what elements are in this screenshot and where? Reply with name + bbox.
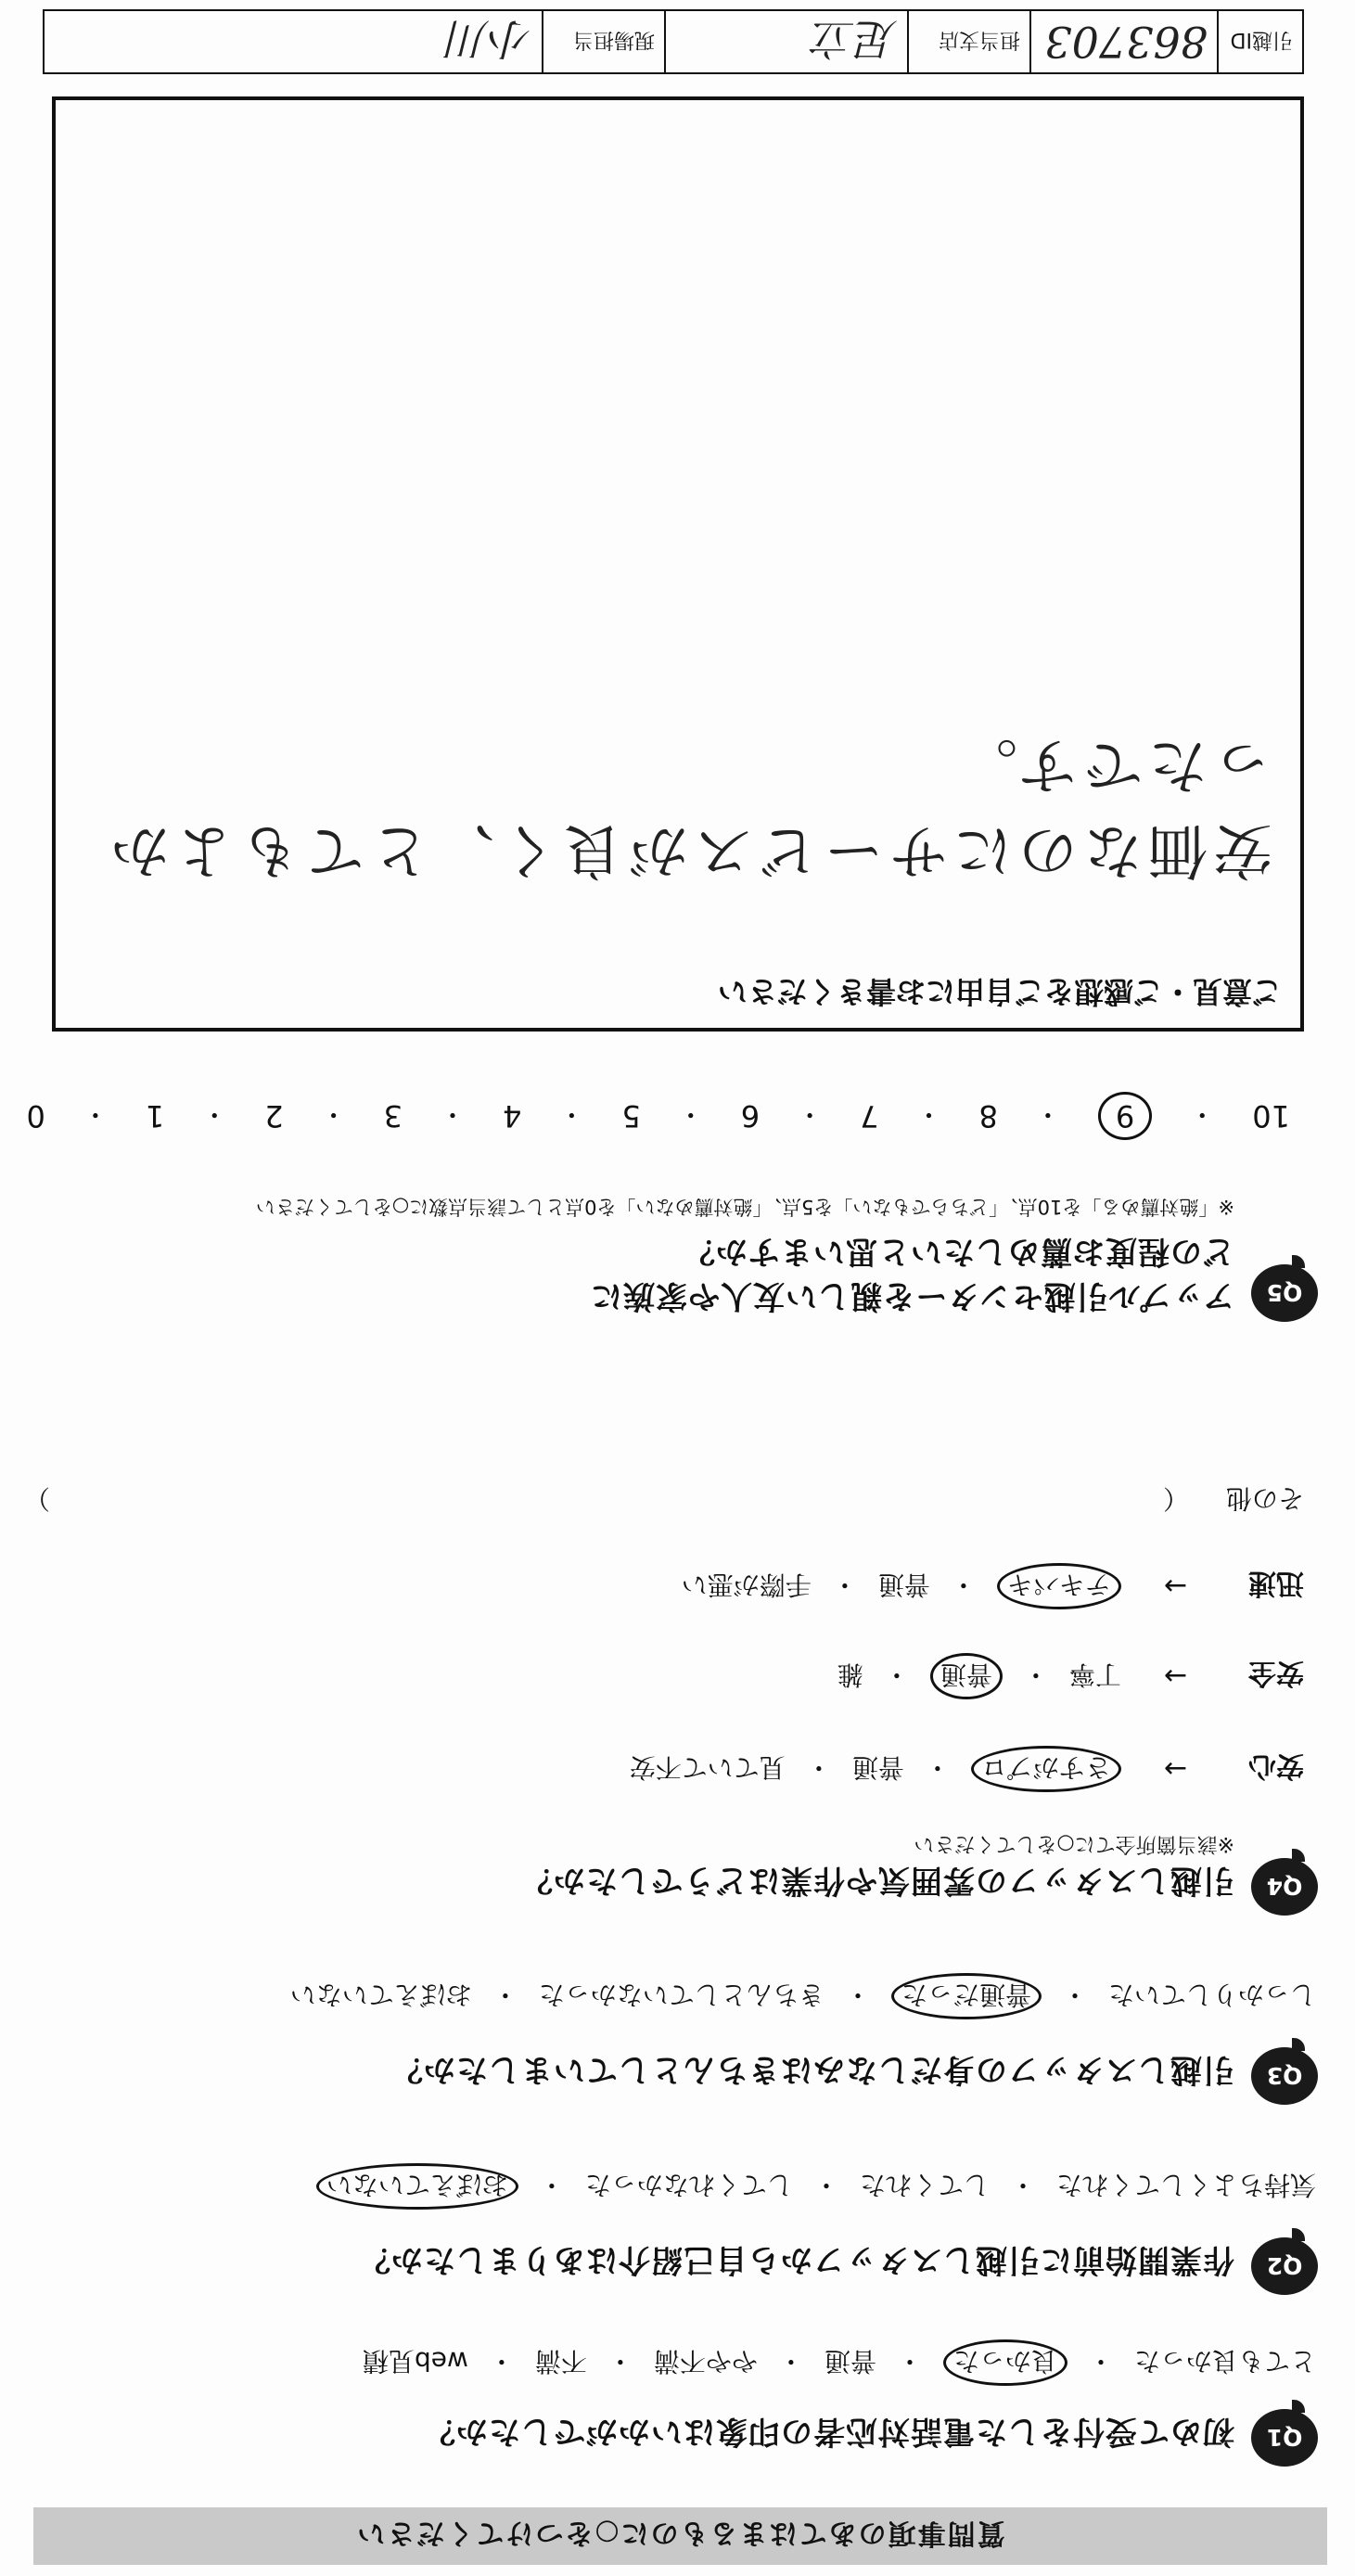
scale-6[interactable]: 6 [740, 1098, 761, 1134]
q4-note: ※該当箇所全てに○をしてください [914, 1832, 1234, 1855]
scale-2[interactable]: 2 [264, 1098, 284, 1134]
q3-question: 引越しスタッフの身だしなみはきちんとしていましたか？ [390, 2051, 1234, 2088]
q2-option-did-not[interactable]: してくれなかった [584, 2170, 793, 2200]
q4-option[interactable]: テキパキ [997, 1563, 1121, 1609]
q4-other-paren-open: （ [1162, 1483, 1189, 1514]
q3-option-dont-remember[interactable]: おぼえていない [289, 1980, 472, 2010]
scale-4[interactable]: 4 [503, 1098, 522, 1134]
branch-label-cell [907, 11, 1029, 72]
scale-10[interactable]: 10 [1252, 1098, 1290, 1134]
handwritten-comment: 安価なのにサービスが良く、とてもよかったです。 [105, 730, 1272, 884]
q1-question: 初めて受付をした電話対応者の印象はいかがでしたか？ [423, 2413, 1234, 2450]
instruction-text: 質問事項のあてはまるものに○をつけてください [355, 2517, 1005, 2549]
q5-scale: 10 ・ 9 ・ 8 ・ 7 ・ 6 ・ 5 ・ 4 ・ 3 ・ 2 ・ 1 ・ 0 [27, 1092, 1290, 1140]
manager-value-cell [45, 11, 542, 72]
q4-other-row [24, 1481, 1304, 1519]
q3-option-not-neat[interactable]: きちんとしていなかった [538, 1980, 825, 2010]
q4-option[interactable]: さすがプロ [971, 1746, 1121, 1792]
id-label: 引越ID [1230, 28, 1293, 52]
q4-option[interactable]: 手際が悪い [681, 1570, 812, 1600]
q4-option[interactable]: 雑 [837, 1660, 863, 1690]
id-value: 863703 [1044, 17, 1208, 67]
q1-option-very-good[interactable]: とても良かった [1133, 2346, 1316, 2377]
q4-row-label: 迅速 [1248, 1567, 1304, 1599]
scale-5[interactable]: 5 [621, 1098, 641, 1134]
q4-option[interactable]: 見ていて不安 [629, 1752, 786, 1783]
q5-badge-label: Q5 [1266, 1279, 1303, 1307]
comment-title: ご意見・ご感想をご自由にお書きください [717, 974, 1282, 1009]
q3-badge-icon [1251, 2047, 1318, 2105]
q2-question: 作業開始前に引越しスタッフから自己紹介はありましたか？ [358, 2241, 1234, 2278]
q5-note: ※「絶対薦める」を10点、「どちらでもない」を5点、「絶対薦めない」を0点として該当点数に○をしてください [255, 1196, 1234, 1218]
manager-label: 現場担当 [572, 28, 655, 52]
scale-8[interactable]: 8 [978, 1098, 998, 1134]
scale-9[interactable]: 9 [1098, 1092, 1152, 1140]
q1-badge-label: Q1 [1266, 2424, 1303, 2452]
scale-3[interactable]: 3 [383, 1098, 403, 1134]
q5-question-line1: アップル引越センターを親しい友人や家族に [590, 1277, 1234, 1314]
q4-badge-icon [1251, 1858, 1318, 1916]
arrow-right-icon: → [1163, 1570, 1187, 1603]
q4-row-label: 安心 [1248, 1749, 1304, 1782]
q4-option[interactable]: 普通 [930, 1653, 1003, 1699]
q4-option[interactable]: 丁寧 [1068, 1660, 1121, 1690]
id-value-cell [1029, 11, 1217, 72]
q1-option-good[interactable]: 良かった [943, 2339, 1067, 2386]
q4-row-anshin: 安心 → さすがプロ ・ 普通 ・ 見ていて不安 [630, 1746, 1304, 1792]
q1-option-dissatisfied[interactable]: 不満 [534, 2346, 587, 2377]
scale-7[interactable]: 7 [860, 1098, 879, 1134]
id-label-cell [1217, 11, 1302, 72]
q4-option[interactable]: 普通 [851, 1752, 904, 1783]
q2-option-gladly[interactable]: 気持ちよくしてくれた [1055, 2170, 1316, 2200]
manager-value: 小川 [447, 14, 532, 64]
arrow-right-icon: → [1163, 1660, 1187, 1693]
q1-badge-icon [1251, 2409, 1318, 2467]
branch-label: 担当支店 [938, 28, 1020, 52]
q4-row-jinsoku: 迅速 → テキパキ ・ 普通 ・ 手際が悪い [682, 1563, 1304, 1609]
branch-value: 足立 [812, 14, 898, 64]
q5-badge-icon [1251, 1264, 1318, 1322]
q1-option-somewhat-dissatisfied[interactable]: やや不満 [653, 2346, 758, 2377]
q1-option-web-estimate[interactable]: web見積 [362, 2346, 468, 2377]
q4-question: 引越しスタッフの雰囲気や作業はどうでしたか？ [520, 1862, 1234, 1899]
q3-options: しっかりしていた ・ 普通だった ・ きちんとしていなかった ・ おぼえていない [290, 1973, 1316, 2019]
q4-other-paren-close: ） [23, 1483, 50, 1514]
q2-badge-icon [1251, 2237, 1318, 2295]
branch-value-cell [664, 11, 907, 72]
q1-option-normal[interactable]: 普通 [824, 2346, 876, 2377]
q2-badge-label: Q2 [1266, 2252, 1303, 2280]
instruction-bar [33, 2507, 1327, 2565]
q2-option-dont-remember[interactable]: おぼえていない [316, 2163, 518, 2210]
q3-badge-label: Q3 [1266, 2062, 1303, 2090]
q4-badge-label: Q4 [1266, 1873, 1303, 1901]
manager-label-cell [542, 11, 664, 72]
q3-option-normal[interactable]: 普通だった [891, 1973, 1042, 2019]
q2-option-did[interactable]: してくれた [859, 2170, 990, 2200]
staff-table [43, 9, 1304, 74]
scale-1[interactable]: 1 [145, 1098, 165, 1134]
arrow-right-icon: → [1163, 1752, 1187, 1786]
q4-row-label: 安全 [1248, 1657, 1304, 1689]
scale-0[interactable]: 0 [26, 1098, 45, 1134]
q4-row-anzen: 安全 → 丁寧 ・ 普通 ・ 雑 [837, 1653, 1304, 1699]
q1-options: とても良かった ・ 良かった ・ 普通 ・ やや不満 ・ 不満 ・ web見積 [363, 2339, 1316, 2386]
q4-option[interactable]: 普通 [877, 1570, 930, 1600]
q5-question-line2: どの程度お薦めしたいと思いますか？ [683, 1233, 1234, 1270]
comment-box[interactable] [52, 96, 1304, 1032]
q4-other-label: その他 [1225, 1483, 1304, 1514]
q3-option-neat[interactable]: しっかりしていた [1107, 1980, 1316, 2010]
q2-options: 気持ちよくしてくれた ・ してくれた ・ してくれなかった ・ おぼえていない [316, 2163, 1316, 2210]
